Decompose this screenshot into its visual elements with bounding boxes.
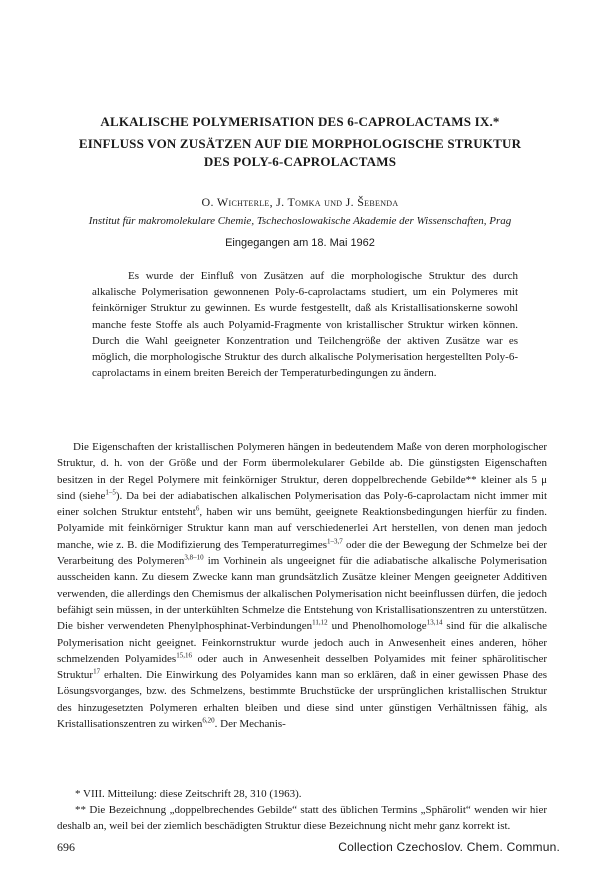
body-text-segment: oder die der Bewegung der Schmelze bei der Verarbeitung des Polymeren bbox=[57, 538, 547, 568]
body-text-segment: , haben wir uns bemüht, geeignete Reaktionsbedingungen hierfür zu finden. Polyamide mit feinkörniger Struktur kann man auf verschiedenerlei Art herstellen, von denen man jedoch manche, wie z. B. die Modifizierung des Temperaturregimes bbox=[57, 506, 547, 551]
title-line-3: DES POLY-6-CAPROLACTAMS bbox=[203, 154, 397, 169]
footnote-2: ** Die Bezeichnung „doppelbrechendes Gebilde“ statt des üblichen Termins „Sphärolit“ wenden wir hier deshalb an, weil bei der ziemlich beschädigten Struktur diese Bezeichnung nicht mehr ganz korrekt ist. bbox=[57, 804, 547, 832]
body-text-segment: ). Da bei der adiabatischen alkalischen Polymerisation das Poly-6-caprolactam nicht immer mit einer solchen Struktur entsteht bbox=[57, 489, 547, 519]
received-date: Eingegangen am 18. Mai 1962 bbox=[225, 237, 375, 249]
page-number: 696 bbox=[57, 840, 75, 854]
abstract-text: Es wurde der Einfluß von Zusätzen auf die morphologische Struktur des durch alkalische Polymerisation gewonnenen Poly-6-caprolactams studiert, um ein Polymeres mit feinkörniger Struktur zu gewinnen. Es wurde festgestellt, daß als Kristallisationskerne sowohl manche feste Stoffe als auch Polyamid-Fragmente von kristallischer Struktur wirken können. Durch die Wahl geeigneter Konzentration und Teilchengröße der aktiven Zusätze war es möglich, die morphologische Struktur des durch alkalische Polymerisation hergestellten Poly-6-caprolactams in einem breiten Bereich der Temperaturbedingungen zu ändern. bbox=[92, 270, 518, 380]
citation: 13,14 bbox=[426, 618, 443, 627]
citation: 1–3,7 bbox=[327, 537, 343, 546]
body-text-segment: oder auch in Anwesenheit desselben Polyamides mit feiner sphärolitischer Struktur bbox=[57, 652, 548, 682]
body-text bbox=[57, 439, 547, 732]
body-text-segment: und Phenolhomologe bbox=[327, 620, 427, 633]
citation: 11,12 bbox=[312, 618, 328, 627]
citation: 6,20 bbox=[202, 716, 215, 725]
body-paragraph bbox=[57, 439, 547, 732]
footnote-1: * VIII. Mitteilung: diese Zeitschrift 28, 310 (1963). bbox=[75, 788, 302, 800]
body-text-segment: . Der Mechanis- bbox=[214, 718, 286, 731]
authors: O. Wichterle, J. Tomka und J. Šebenda bbox=[201, 195, 399, 209]
citation: 15,16 bbox=[176, 651, 192, 660]
citation: 17 bbox=[93, 667, 101, 676]
body-text-segment: im Vorhinein als ungeeignet für die adiabatische alkalische Polymerisation ausscheiden kann. Zu diesem Zwecke kann man grundsätzlich Zusätze kleiner Mengen geeigneter Additiven verwenden, die allerdings den Chemismus der alkalischen Polymerisation nicht beeinflussen dürfen, die jedoch befähigt sein müssen, in der unterkühlten Schmelze die Entstehung von Kristallisationszentren zu unterstützen. Die bisher verwendeten Phenylphosphinat-Verbindungen bbox=[57, 555, 547, 633]
citation: 6 bbox=[195, 504, 200, 513]
footnotes bbox=[57, 786, 547, 834]
citation: 1–5 bbox=[105, 488, 116, 497]
title-line-1: ALKALISCHE POLYMERISATION DES 6-CAPROLACTAMS IX.* bbox=[100, 114, 500, 129]
journal-name: Collection Czechoslov. Chem. Commun. bbox=[338, 840, 560, 854]
citation: 3,8–10 bbox=[184, 553, 204, 562]
title-line-2: EINFLUSS VON ZUSÄTZEN AUF DIE MORPHOLOGISCHE STRUKTUR bbox=[78, 136, 522, 151]
body-text-segment: sind für die alkalische Polymerisation nicht geeignet. Feinkornstruktur wurde jedoch auch in Anwesenheit eines anderen, höher schmelzenden Polyamides bbox=[57, 620, 547, 665]
affiliation: Institut für makromolekulare Chemie, Tschechoslowakische Akademie der Wissenschaften, Prag bbox=[88, 215, 512, 227]
body-text-segment: Die Eigenschaften der kristallischen Polymeren hängen in bedeutendem Maße von deren morphologischer Struktur, d. h. von der Größe und der Form übermolekularer Gebilde ab. Die günstigsten Eigenschaften besitzen in der Regel Polymere mit feinkörniger Struktur, deren doppelbrechende Gebilde** kleiner als 5 μ sind (siehe bbox=[57, 441, 547, 502]
body-text-segment: erhalten. Die Einwirkung des Polyamides kann man so erklären, daß in einer gewissen Phase des Lösungsvorganges, bzw. des Schmelzens, bestimmte Bruchstücke der ursprünglichen kristallischen Struktur des hinzugesetzten Polymeren erhalten bleiben und diese sind unter günstigen Verhältnissen fähig, als Kristallisationszentren zu wirken bbox=[57, 669, 547, 731]
abstract bbox=[92, 268, 518, 381]
